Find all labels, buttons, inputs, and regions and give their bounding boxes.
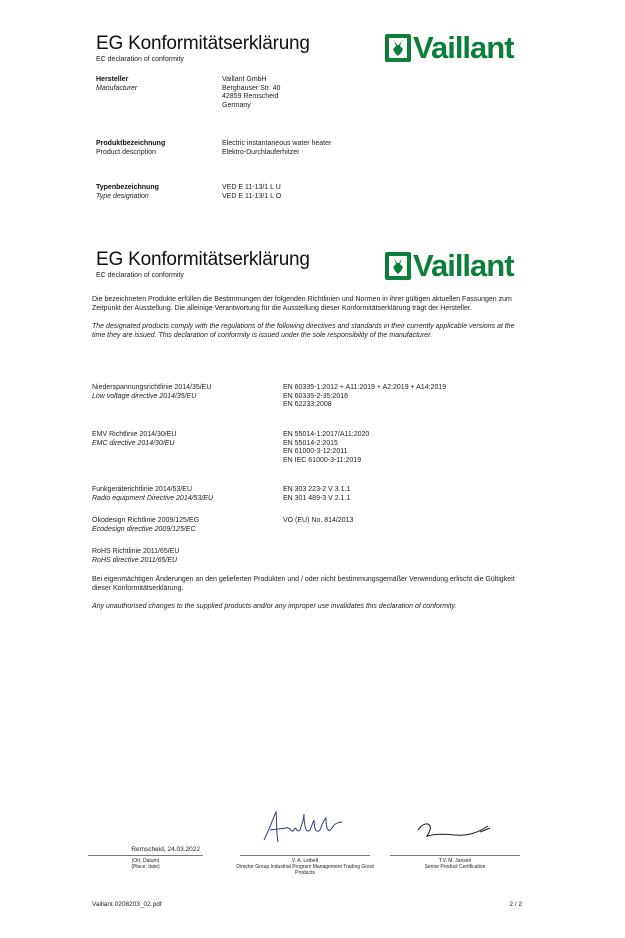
directive-standards	[283, 431, 369, 465]
directive-standards	[283, 486, 350, 503]
intro-en: The designated products comply with the regulations of the following directives and standards in their currently applicable versions at the time they are issued. This declaration of conformity is issued under the sole responsibility of the manufacturer.	[92, 323, 515, 339]
manufacturer-address	[222, 76, 280, 110]
type-line: VED E 11-13/1 L U	[222, 184, 281, 191]
signature-line	[240, 855, 370, 856]
footer-filename: Vaillant 0208203_02.pdf	[92, 901, 162, 908]
page2-subtitle: EC declaration of conformity	[96, 272, 184, 279]
type-label-en: Type designation	[96, 193, 149, 200]
manufacturer-label: Hersteller	[96, 76, 129, 83]
caption-line: (Place, date)	[131, 864, 160, 870]
caption-line: (Ort, Datum)	[131, 858, 160, 864]
type-designation	[222, 184, 281, 201]
signature-line	[390, 855, 520, 856]
directive-en: RoHS directive 2011/65/EU	[92, 557, 178, 564]
standard-line: EN 301 489-3 V 2.1.1	[283, 494, 351, 502]
caption-line: Senior Product Certification	[424, 864, 486, 870]
directive-standards	[283, 384, 446, 410]
directive-de: Funkgeräterichtlinie 2014/53/EU	[92, 486, 193, 493]
standard-line: EN 62233:2008	[283, 401, 332, 408]
intro-de: Die bezeichneten Produkte erfüllen die Bestimmungen der folgenden Richtlinien und Normen in ihrer gültigen aktuellen Fassungen zum Zeitpunkt der Ausstellung. Die alleinige Verantwortung für die Ausstellung dieser Konformitätserklärung trägt der Hersteller.	[92, 296, 512, 312]
directive-en: EMC directive 2014/30/EU	[92, 440, 175, 447]
directive-en: Radio equipment Directive 2014/53/EU	[92, 495, 214, 502]
caption-line: Director Group Industrial Program Management Trading Good Products	[236, 864, 374, 876]
page1-subtitle: EC declaration of conformity	[96, 56, 184, 63]
caption-line: T.V. M. Jansen	[438, 858, 472, 864]
standard-line: EN 61000-3-12:2011	[283, 448, 348, 455]
place-date: Remscheid, 24.03.2022	[131, 846, 200, 853]
product-line: Elektro-Durchlauferhitzer	[222, 148, 300, 156]
standard-line: EN 55014-1:2017/A11:2020	[283, 431, 370, 438]
signature-scribble-1	[260, 808, 350, 853]
signature-scribble-2	[414, 816, 494, 851]
standard-line: EN 60335-1:2012 + A11:2019 + A2:2019 + A14:2019	[283, 384, 447, 391]
hare-emblem-icon	[385, 252, 411, 280]
vaillant-logo	[385, 248, 514, 283]
signature-line	[88, 855, 203, 856]
standard-line: EN 55014-2:2015	[283, 439, 338, 447]
vaillant-logo	[385, 30, 514, 65]
signature-caption-2	[232, 858, 378, 876]
type-label: Typenbezeichnung	[96, 184, 159, 191]
product-label-en: Product description	[96, 149, 156, 156]
product-label: Produktbezeichnung	[96, 140, 166, 147]
page1	[0, 0, 625, 205]
signature-caption-3	[390, 858, 520, 870]
address-line: Vaillant GmbH	[222, 76, 267, 83]
logo-wordmark: Vaillant	[413, 30, 514, 65]
directive-de: EMV Richtlinie 2014/30/EU	[92, 431, 177, 438]
caption-line: V. A. Leibelt	[291, 858, 319, 864]
standard-line: EN 303 223-2 V 3.1.1	[283, 486, 351, 493]
directive-en: Low voltage directive 2014/35/EU	[92, 393, 197, 400]
standard-line: EN IEC 61000-3-11:2019	[283, 456, 362, 464]
note-en: Any unauthorised changes to the supplied products and/or any improper use invalidates this declaration of conformity.	[92, 603, 457, 610]
directive-de: Niederspannungsrichtlinie 2014/35/EU	[92, 384, 212, 391]
directive-standards	[283, 517, 353, 526]
product-line: Electric instantaneous water heater	[222, 140, 332, 147]
directive-de: RoHS Richtlinie 2011/65/EU	[92, 548, 180, 555]
standard-line: EN 60335-2-35:2016	[283, 392, 348, 400]
directive-en: Ecodesign directive 2009/125/EC	[92, 526, 196, 533]
logo-wordmark: Vaillant	[413, 248, 514, 283]
standard-line: VO (EU) No. 814/2013	[283, 517, 354, 524]
hare-emblem-icon	[385, 34, 411, 62]
directive-de: Ökodesign Richtlinie 2009/125/EG	[92, 517, 200, 524]
address-line: Berghauser Str. 40	[222, 84, 281, 92]
address-line: Germany	[222, 101, 251, 109]
product-description	[222, 140, 331, 157]
manufacturer-label-en: Manufacturer	[96, 85, 138, 92]
type-line: VED E 11-13/1 L O	[222, 192, 282, 200]
signature-caption-1	[88, 858, 203, 870]
footer-page-number: 2 / 2	[509, 901, 522, 908]
address-line: 42859 Remscheid	[222, 93, 279, 100]
page2-title: EG Konformitätserklärung	[96, 249, 310, 270]
note-de: Bei eigenmächtigen Änderungen an den gelieferten Produkten und / oder nicht bestimmungsgemäßer Verwendung erlischt die Gültigkeit dieser Konformitätserklärung.	[92, 576, 515, 592]
page1-title: EG Konformitätserklärung	[96, 33, 310, 54]
